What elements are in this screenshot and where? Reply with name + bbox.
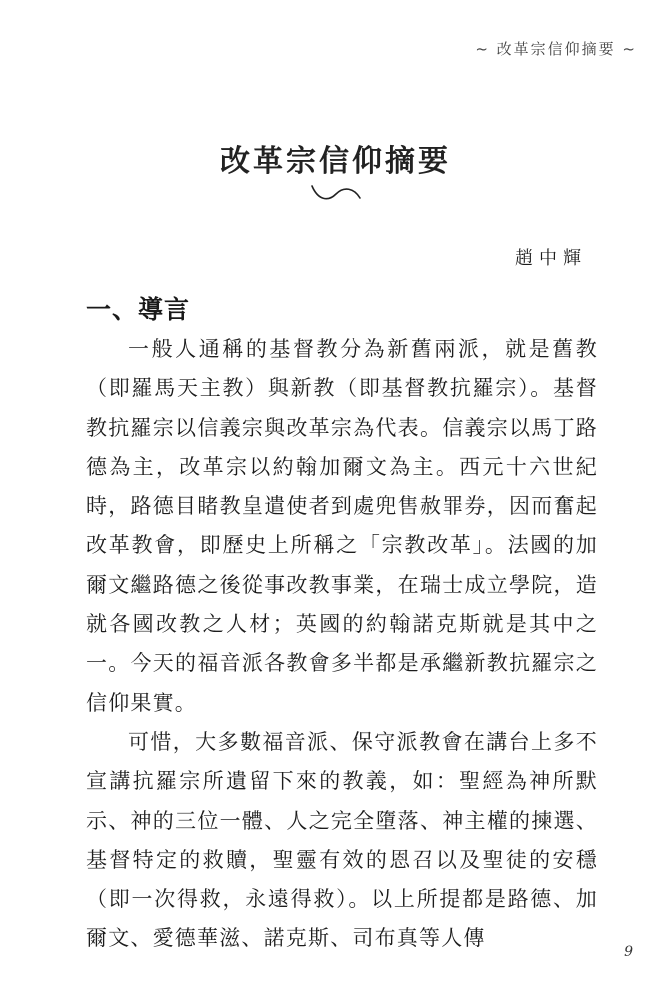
chapter-title: 改革宗信仰摘要 <box>220 144 451 179</box>
page-number: 9 <box>624 944 633 960</box>
running-header: ~ 改革宗信仰摘要 ~ <box>475 40 637 58</box>
title-flourish-ornament <box>310 182 362 204</box>
section-heading: 一、導言 <box>86 295 191 324</box>
paragraph: 一般人通稱的基督教分為新舊兩派，就是舊教（即羅馬天主教）與新教（即基督教抗羅宗）。基督教抗羅宗以信義宗與改革宗為代表。信義宗以馬丁路德為主，改革宗以約翰加爾文為主。西元十六世紀時，路德目睹教皇遣使者到處兜售赦罪券，因而奮起改革教會，即歷史上所稱之「宗教改革」。法國的加爾文繼路德之後從事改教事業，在瑞士成立學院，造就各國改教之人材；英國的約翰諾克斯就是其中之一。今天的福音派各教會多半都是承繼新教抗羅宗之信仰果實。 <box>86 337 598 715</box>
paragraph: 可惜，大多數福音派、保守派教會在講台上多不宣講抗羅宗所遺留下來的教義，如：聖經為神所默示、神的三位一體、人之完全墮落、神主權的揀選、基督特定的救贖，聖靈有效的恩召以及聖徒的安穩（即一次得救，永遠得救）。以上所提都是路德、加爾文、愛德華滋、諾克斯、司布真等人傳 <box>86 729 598 951</box>
body-text <box>86 330 598 959</box>
author-name: 趙中輝 <box>515 248 587 269</box>
